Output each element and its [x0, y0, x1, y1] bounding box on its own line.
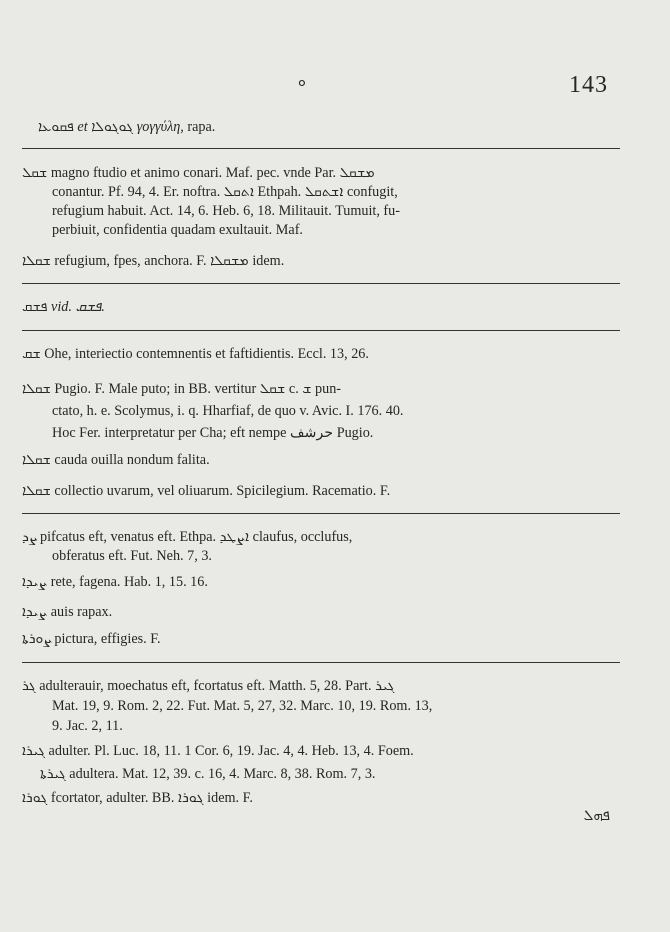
entry-text: pifcatus eft, venatus eft. Ethpa. ܐܨܛܕ claufus, occlufus,: [39, 529, 353, 545]
entry-headword: ܨܘܪܬܐ: [22, 631, 51, 647]
entry-line: [22, 603, 620, 621]
entry-line: [22, 345, 620, 363]
entry-text: pictura, effigies. F.: [54, 631, 161, 647]
entry-headword: ܫܩܠܐ: [22, 452, 51, 468]
entry-text: conantur. Pf. 94, 4. Er. noftra. ܐܬܩܠ Ethpah. ܐܫܬܩܠ confugit,: [52, 184, 398, 200]
heading-syriac-a: ܦܩܘܥܐ: [38, 119, 74, 135]
page-number: 143: [569, 72, 608, 98]
heading-et: et: [77, 119, 88, 135]
entry-line: [22, 164, 620, 182]
entry-text: vid. ܦܫܩ.: [51, 299, 105, 315]
entry-line: [52, 547, 620, 565]
entry-line: [52, 697, 620, 715]
entry-line: [22, 451, 620, 469]
entry-line: [22, 252, 620, 270]
entry-headword: ܓܘܪܐ: [22, 790, 48, 806]
divider: [22, 662, 620, 663]
entry-text: Ohe, interiectio contemnentis et faftidientis. Eccl. 13, 26.: [44, 346, 369, 362]
entry-text: Mat. 19, 9. Rom. 2, 22. Fut. Mat. 5, 27, 32. Marc. 10, 19. Rom. 13,: [52, 698, 433, 714]
catchword: ܦܗܠ: [583, 806, 610, 824]
page-mark: ܘ: [298, 74, 306, 90]
entry-text: obferatus eft. Fut. Neh. 7, 3.: [52, 548, 212, 564]
divider: [22, 148, 620, 149]
entry-text: Pugio. F. Male puto; in BB. vertitur ܫܩܠ c. ܫ pun-: [54, 381, 342, 397]
entry-headword: ܫܩܠ: [22, 165, 48, 181]
entry-headword: ܨܝܕܐ: [22, 574, 48, 590]
entry-text: ctato, h. e. Scolymus, i. q. Hharfiaf, de quo v. Avic. I. 176. 40.: [52, 403, 404, 419]
entry-text: adulterauir, moechatus eft, fcortatus eft. Matth. 5, 28. Part. ܓܝܪ: [39, 678, 395, 694]
entry-headword: ܫܩ: [22, 346, 41, 362]
entry-text: refugium, fpes, anchora. F. ܡܫܩܠܐ idem.: [54, 253, 285, 269]
entry-line: [22, 298, 620, 316]
entry-headword: ܨܝܕܐ: [22, 604, 48, 620]
divider: [22, 283, 620, 284]
entry-text: refugium habuit. Act. 14, 6. Heb. 6, 18. Militauit. Tumuit, fu-: [52, 203, 400, 219]
entry-line: [22, 482, 620, 500]
entry-line: [52, 183, 620, 201]
divider: [22, 513, 620, 514]
heading-syriac-b: ܓܘܓܘܠܐ: [91, 119, 134, 135]
entry-text: Hoc Fer. interpretatur per Cha; eft nempe حرشف Pugio.: [52, 425, 374, 441]
entry-line: [52, 202, 620, 220]
entry-headword: ܫܩܠܐ: [22, 253, 51, 269]
entry-line: [22, 380, 620, 398]
entry-line: [22, 742, 620, 760]
heading-rest: rapa.: [187, 119, 216, 135]
entry-text: rete, fagena. Hab. 1, 15. 16.: [50, 574, 208, 590]
entry-text: magno ftudio et animo conari. Maf. pec. vnde Par. ܡܫܩܠ: [50, 165, 375, 181]
entry-headword: ܦܫܩ: [22, 299, 48, 315]
entry-line: [22, 573, 620, 591]
entry-line: [52, 717, 620, 735]
entry-line: [22, 789, 620, 807]
entry-text: collectio uvarum, vel oliuarum. Spicilegium. Racematio. F.: [54, 483, 391, 499]
entry-text: perbiuit, confidentia quadam exultauit. Maf.: [52, 222, 303, 238]
entry-line: [22, 528, 620, 546]
entry-text: auis rapax.: [50, 604, 113, 620]
entry-headword: ܫܩܠܐ: [22, 483, 51, 499]
entry-text: cauda ouilla nondum falita.: [54, 452, 210, 468]
entry-line: [22, 630, 620, 648]
heading-line: [38, 118, 620, 136]
entry-headword: ܓܪ: [22, 678, 36, 694]
entry-headword: ܓܝܪܐ: [22, 743, 45, 759]
entry-line: [40, 765, 620, 783]
entry-headword: ܨܕ: [22, 529, 37, 545]
divider: [22, 330, 620, 331]
entry-line: [52, 424, 620, 442]
entry-line: [22, 677, 620, 695]
entry-line: [52, 402, 620, 420]
entry-text: 9. Jac. 2, 11.: [52, 718, 123, 734]
entry-text: fcortator, adulter. BB. ܓܘܪܐ idem. F.: [50, 790, 253, 806]
entry-line: [52, 221, 620, 239]
entry-text: adulter. Pl. Luc. 18, 11. 1 Cor. 6, 19. Jac. 4, 4. Heb. 13, 4. Foem.: [48, 743, 414, 759]
entry-text: adultera. Mat. 12, 39. c. 16, 4. Marc. 8, 38. Rom. 7, 3.: [69, 766, 376, 782]
entry-headword: ܫܩܠܐ: [22, 381, 51, 397]
entry-headword: ܓܝܪܬܐ: [40, 766, 66, 782]
heading-greek: γογγύλη,: [136, 119, 184, 135]
